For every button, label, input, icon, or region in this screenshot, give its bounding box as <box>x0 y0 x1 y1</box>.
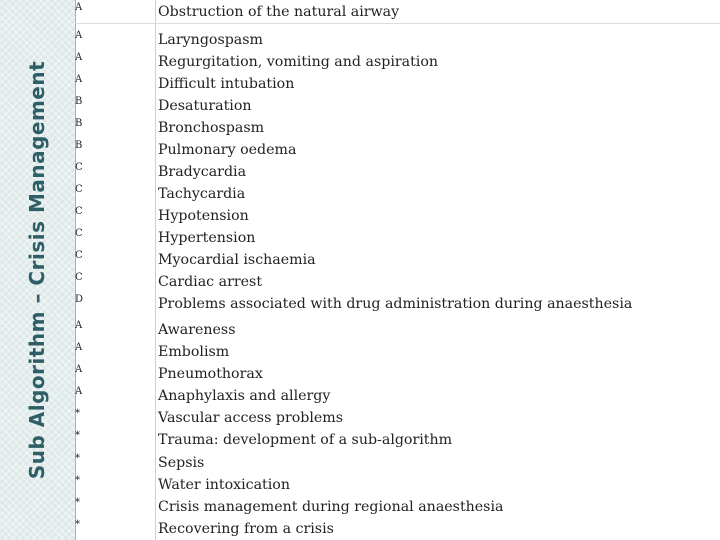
row-code: C <box>75 228 83 239</box>
table-row <box>75 407 720 429</box>
row-code: * <box>75 408 80 419</box>
row-code: B <box>75 118 83 129</box>
table-row <box>75 183 720 205</box>
table-row <box>75 161 720 183</box>
table-row <box>75 271 720 293</box>
table-row <box>75 29 720 51</box>
row-description: Crisis management during regional anaesthesia <box>158 499 504 515</box>
sidebar-title: Sub Algorithm – Crisis Management <box>25 60 49 480</box>
row-description: Anaphylaxis and allergy <box>158 388 331 404</box>
row-description: Cardiac arrest <box>158 274 263 290</box>
row-description: Problems associated with drug administration during anaesthesia <box>158 296 633 312</box>
row-code: C <box>75 162 83 173</box>
row-description: Laryngospasm <box>158 32 263 48</box>
table-row <box>75 51 720 73</box>
row-code: C <box>75 184 83 195</box>
table-row <box>75 429 720 451</box>
table-row <box>75 293 720 315</box>
row-description: Bradycardia <box>158 164 247 180</box>
row-code: C <box>75 250 83 261</box>
table-row <box>75 227 720 249</box>
table-row <box>75 363 720 385</box>
row-description: Awareness <box>158 322 236 338</box>
row-description: Sepsis <box>158 455 205 471</box>
row-code: A <box>75 386 83 397</box>
sidebar-panel <box>0 0 76 540</box>
row-code: * <box>75 475 80 486</box>
table-row <box>75 1 720 24</box>
row-description: Embolism <box>158 344 230 360</box>
row-description: Regurgitation, vomiting and aspiration <box>158 54 439 70</box>
table-row <box>75 73 720 95</box>
row-description: Pneumothorax <box>158 366 263 382</box>
row-description: Obstruction of the natural airway <box>158 4 400 20</box>
row-description: Desaturation <box>158 98 252 114</box>
row-code: A <box>75 2 83 13</box>
row-code: * <box>75 430 80 441</box>
table-row <box>75 205 720 227</box>
table-row <box>75 95 720 117</box>
row-code: * <box>75 497 80 508</box>
row-code: C <box>75 272 83 283</box>
row-description: Bronchospasm <box>158 120 265 136</box>
row-description: Myocardial ischaemia <box>158 252 316 268</box>
crisis-table <box>75 0 720 540</box>
row-code: D <box>75 294 84 305</box>
row-code: A <box>75 320 83 331</box>
row-code: B <box>75 140 83 151</box>
row-code: A <box>75 52 83 63</box>
table-row <box>75 117 720 139</box>
row-code: A <box>75 74 83 85</box>
row-description: Hypotension <box>158 208 249 224</box>
table-row <box>75 518 720 540</box>
row-code: * <box>75 519 80 530</box>
row-code: B <box>75 96 83 107</box>
table-row <box>75 496 720 518</box>
table-row <box>75 385 720 407</box>
row-description: Water intoxication <box>158 477 290 493</box>
row-description: Tachycardia <box>158 186 246 202</box>
table-row <box>75 452 720 474</box>
row-code: A <box>75 364 83 375</box>
row-description: Recovering from a crisis <box>158 521 334 537</box>
table-row <box>75 474 720 496</box>
table-row <box>75 319 720 341</box>
row-description: Vascular access problems <box>158 410 344 426</box>
row-code: * <box>75 453 80 464</box>
row-description: Hypertension <box>158 230 256 246</box>
row-description: Trauma: development of a sub-algorithm <box>158 432 453 448</box>
row-code: A <box>75 30 83 41</box>
row-code: A <box>75 342 83 353</box>
table-row <box>75 341 720 363</box>
row-code: C <box>75 206 83 217</box>
table-row <box>75 139 720 161</box>
row-description: Pulmonary oedema <box>158 142 297 158</box>
row-description: Difficult intubation <box>158 76 295 92</box>
table-row <box>75 249 720 271</box>
